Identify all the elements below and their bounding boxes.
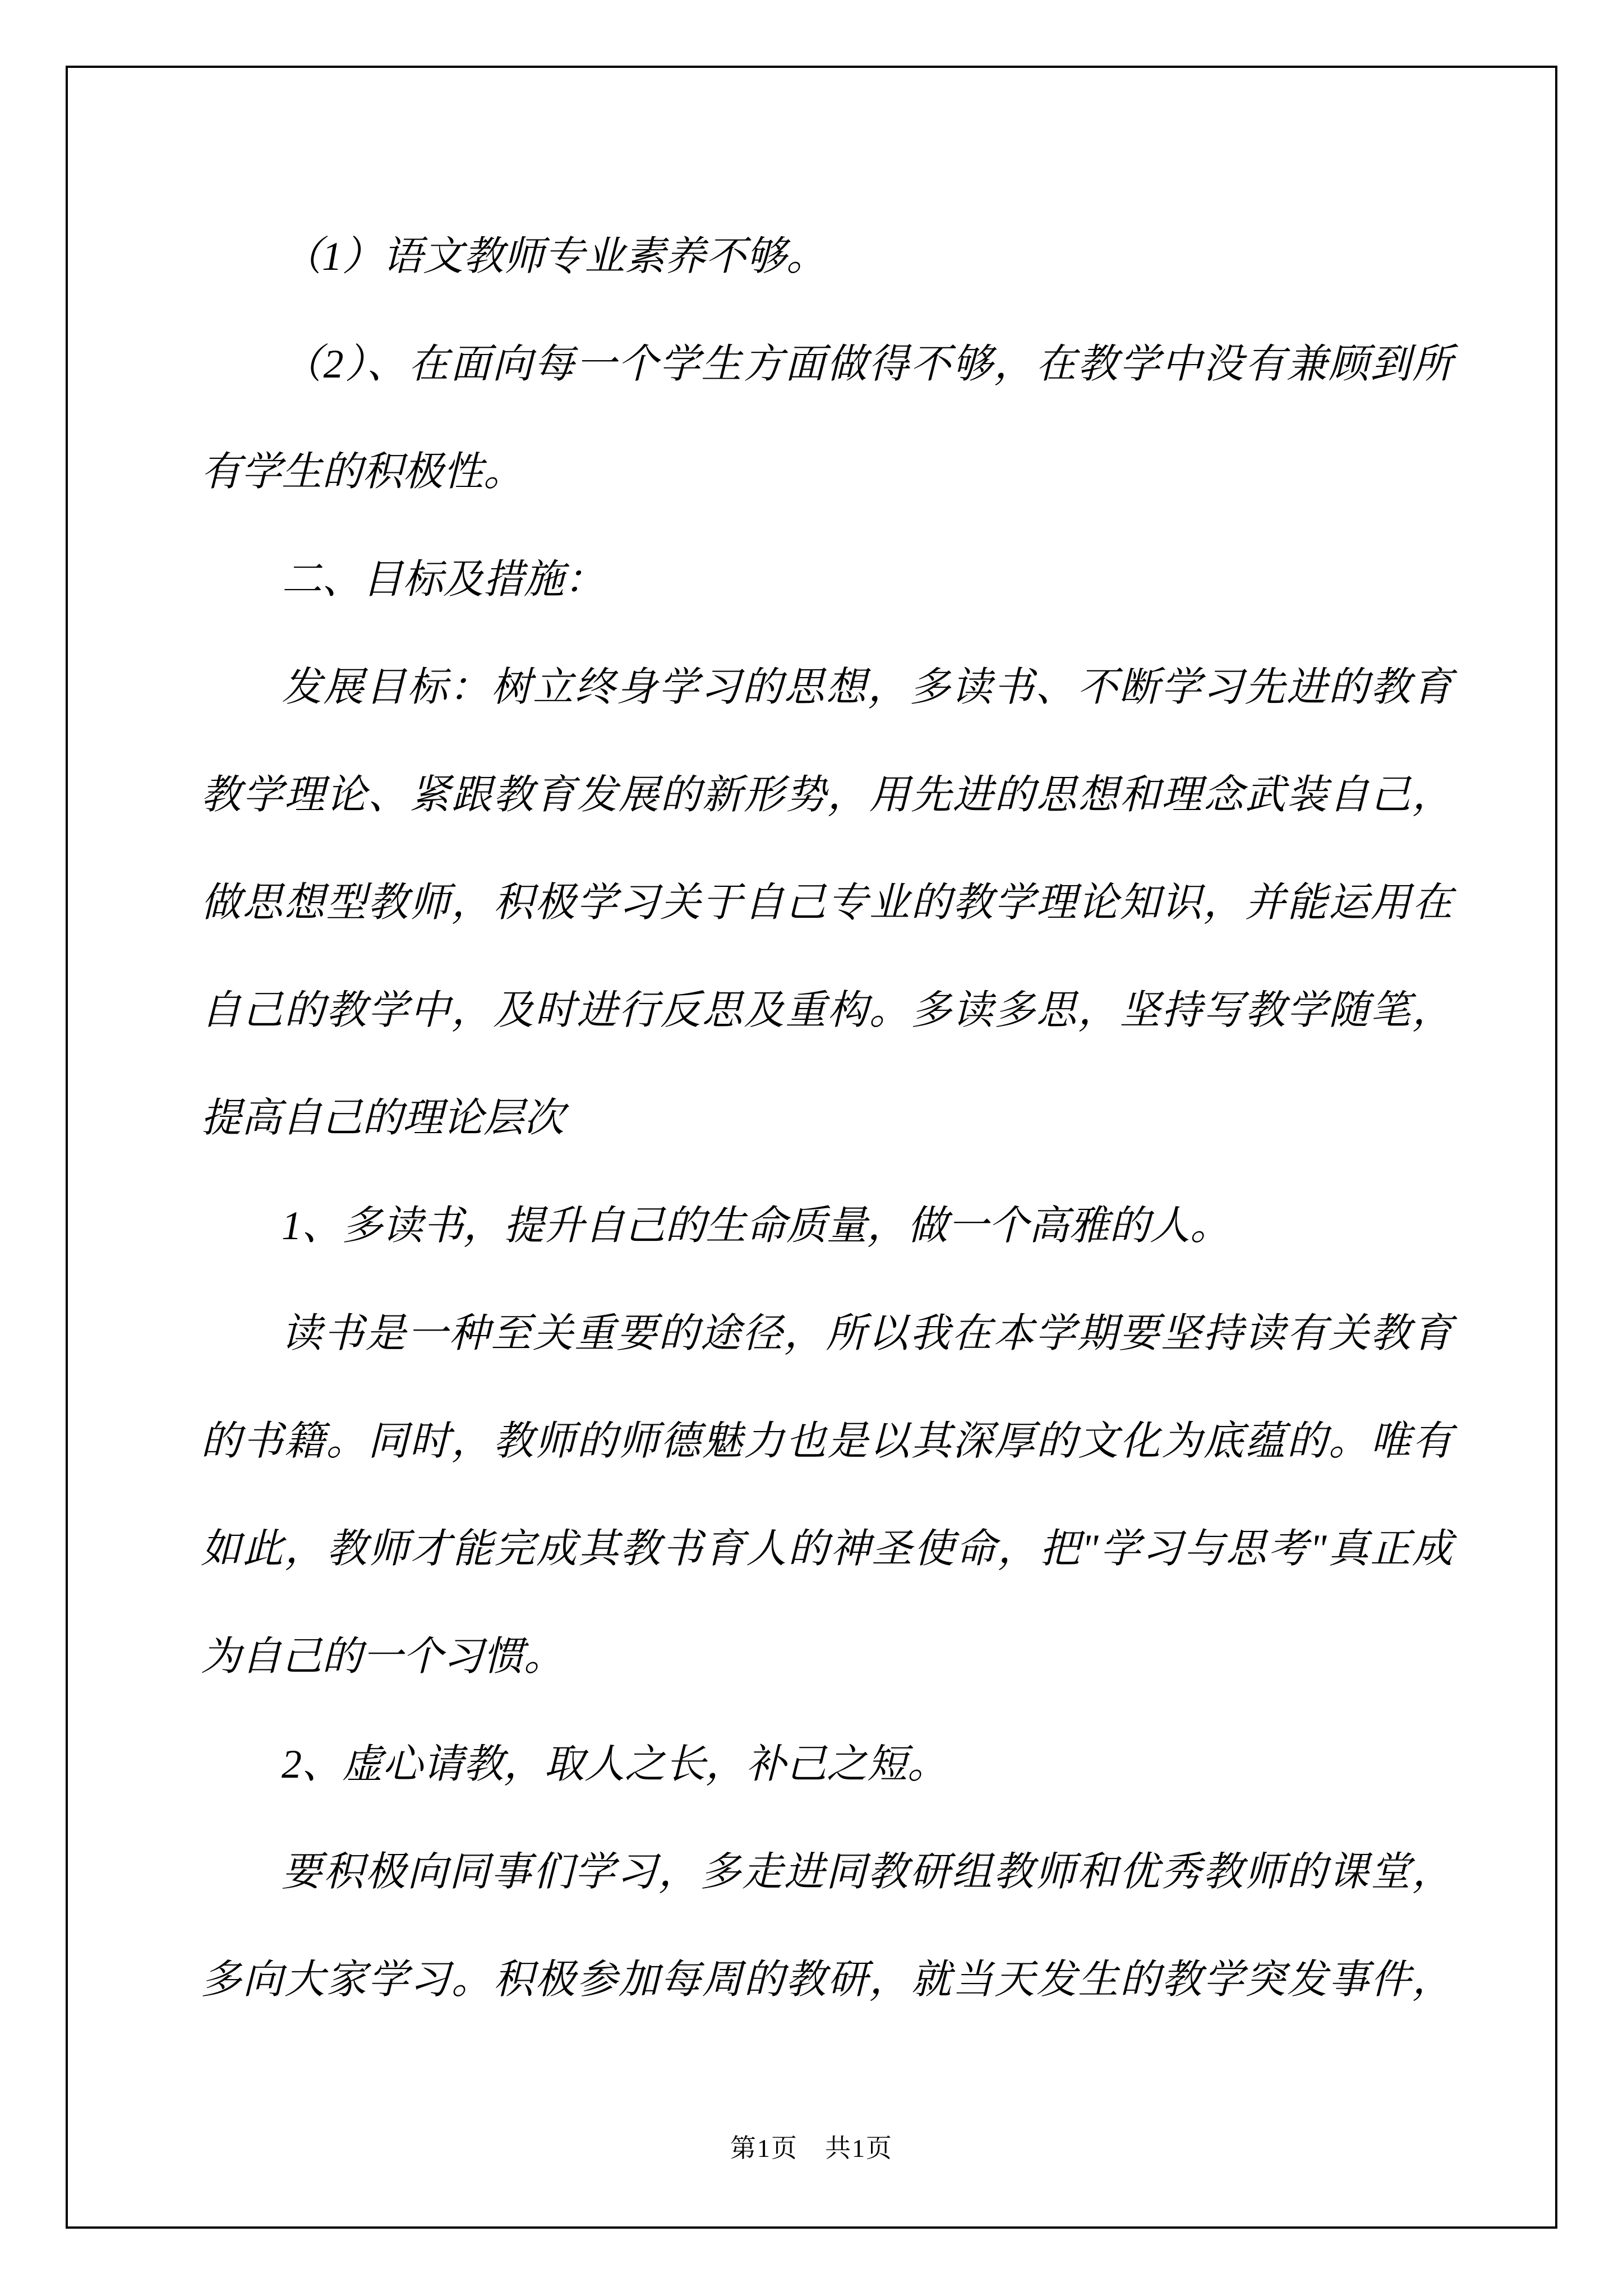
document-body [201,203,1453,2033]
text-line: （1）语文教师专业素养不够。 [282,234,827,279]
text-line: 要积极向同事们学习，多走进同教研组教师和优秀教师的课堂， [282,1849,1453,1894]
text-line: 1、多读书，提升自己的生命质量，做一个高雅的人。 [282,1203,1231,1248]
text-line: 多向大家学习。积极参加每周的教研，就当天发生的教学突发事件， [201,1957,1453,2002]
text-line: 读书是一种至关重要的途径，所以我在本学期要坚持读有关教育 [282,1311,1453,1356]
text-line: 自己的教学中，及时进行反思及重构。多读多思，坚持写教学随笔， [201,988,1453,1033]
text-line: 有学生的积极性。 [201,449,524,494]
text-line: 提高自己的理论层次 [201,1096,565,1140]
page-footer: 第1页 共1页 [730,2134,893,2162]
text-line: 发展目标：树立终身学习的思想，多读书、不断学习先进的教育 [282,665,1453,710]
text-line: 2、虚心请教，取人之长，补己之短。 [282,1742,948,1787]
text-line: 的书籍。同时，教师的师德魅力也是以其深厚的文化为底蕴的。唯有 [201,1419,1453,1464]
text-line: 为自己的一个习惯。 [201,1634,565,1679]
text-line: 二、目标及措施： [282,557,605,602]
text-line: 做思想型教师，积极学习关于自己专业的教学理论知识，并能运用在 [201,880,1453,925]
text-line: （2）、在面向每一个学生方面做得不够，在教学中没有兼顾到所 [282,342,1453,386]
text-line: 教学理论、紧跟教育发展的新形势，用先进的思想和理念武装自己， [201,772,1453,817]
text-line: 如此，教师才能完成其教书育人的神圣使命，把"学习与思考"真正成 [201,1526,1453,1571]
